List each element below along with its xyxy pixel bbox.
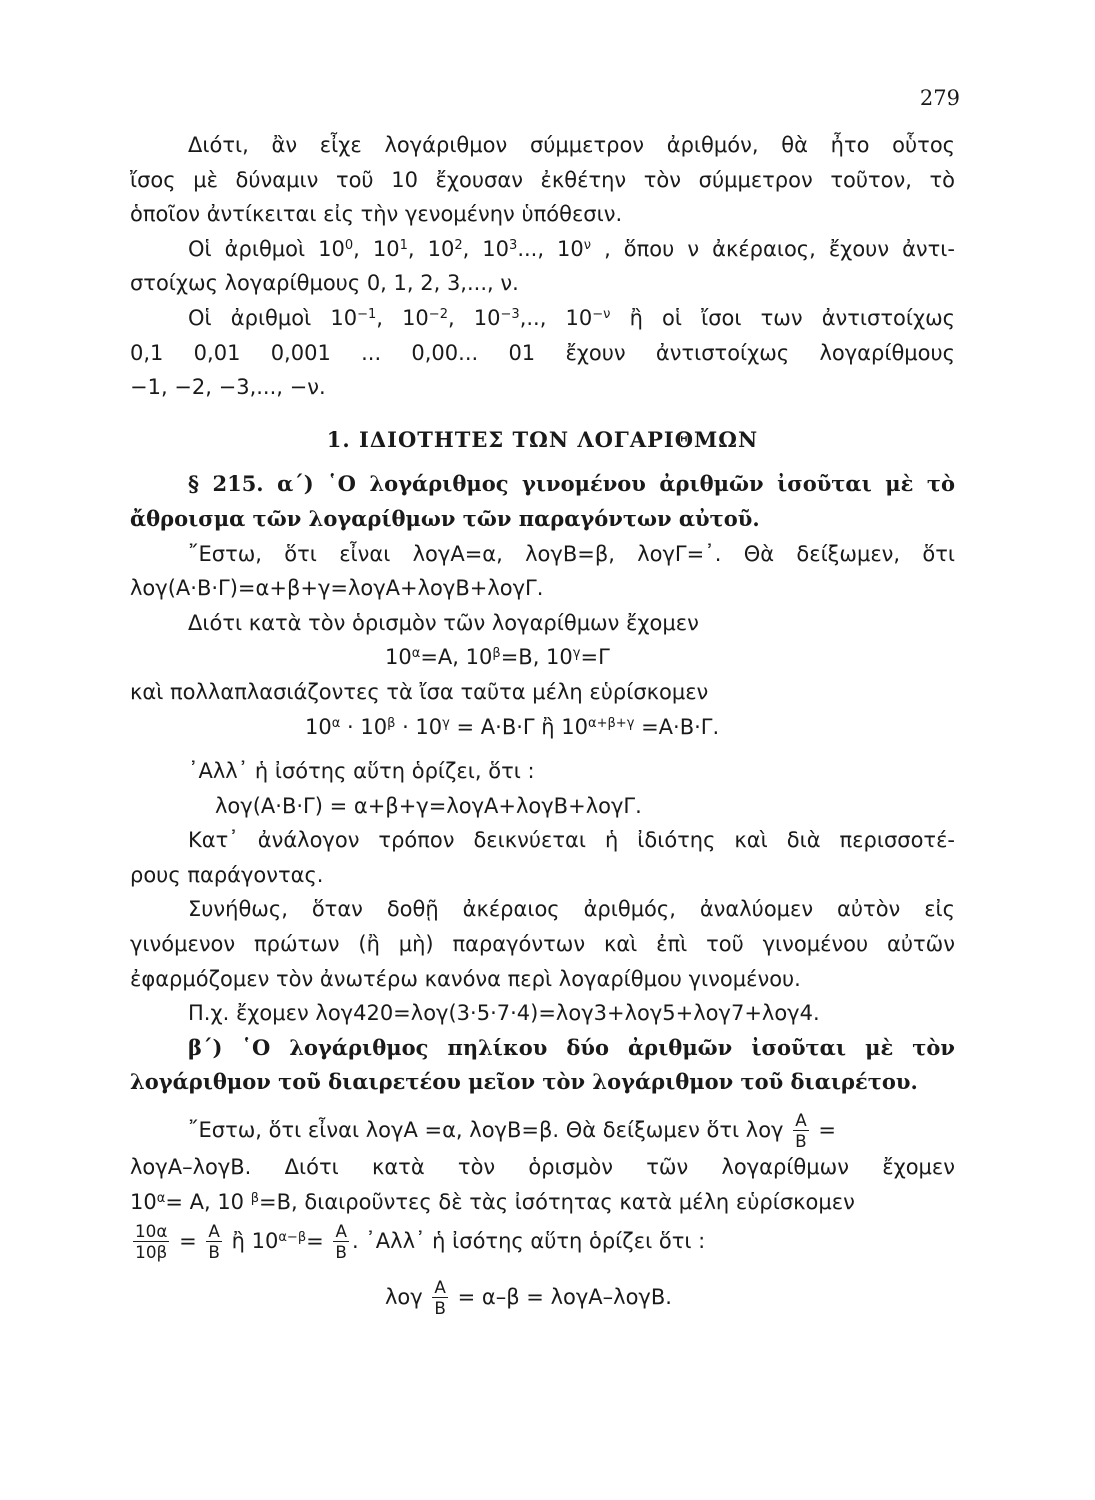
fraction: $\frac{A}{B}$ bbox=[335, 1221, 347, 1263]
equation: λογ $\frac{A}{B}$ = α–β = λογΑ–λογΒ. bbox=[385, 1277, 672, 1319]
text-line: ρους παράγοντας. bbox=[130, 862, 324, 887]
text-line: καὶ πολλαπλασιάζοντες τὰ ἴσα ταῦτα μέλη εὑρίσκομεν bbox=[130, 679, 709, 704]
fraction: $\frac{A}{B}$ bbox=[795, 1110, 807, 1152]
text-line: λογΑ–λογΒ. Διότι κατὰ τὸν ὁρισμὸν τῶν λογαρίθμων ἔχομεν bbox=[130, 1155, 955, 1180]
paragraph-heading: § 215. α΄) ῾Ο λογάριθμος γινομένου ἀριθμῶν ἰσοῦται μὲ τὸ bbox=[188, 471, 955, 497]
text-line: στοίχως λογαρίθμους 0, 1, 2, 3,..., ν. bbox=[130, 271, 519, 296]
equation: $10^\alpha=A$, $10^\beta=B$, $10^\gamma=\Gamma$ bbox=[385, 645, 610, 670]
page-body bbox=[130, 128, 955, 1321]
paragraph-heading: β΄) ῾Ο λογάριθμος πηλίκου δύο ἀριθμῶν ἰσοῦται μὲ τὸν bbox=[188, 1034, 955, 1060]
text-line: ᾿Αλλ᾽ ἡ ἰσότης αὕτη ὁρίζει, ὅτι : bbox=[188, 759, 535, 784]
text-line: 0,1 0,01 0,001 ... 0,00... 01 ἔχουν ἀντιστοίχως λογαρίθμους bbox=[130, 340, 955, 365]
fraction: $\frac{A}{B}$ bbox=[434, 1277, 446, 1319]
text-line: −1, −2, −3,..., −ν. bbox=[130, 375, 326, 400]
fraction: $\frac{10\alpha}{10\beta}$ bbox=[135, 1221, 168, 1263]
text-line: Κατ᾽ ἀνάλογον τρόπον δεικνύεται ἡ ἰδιότης καὶ διὰ περισσοτέ- bbox=[188, 828, 955, 853]
text-line: ῎Εστω, ὅτι εἶναι λογΑ=α, λογΒ=β, λογΓ=᾽. Θὰ δείξωμεν, ὅτι bbox=[188, 541, 955, 566]
text-line: $\frac{10\alpha}{10\beta}$ = $\frac{A}{B}$ ἢ $10^{\alpha-\beta}=$ $\frac{A}{B}$ . ᾿Αλλ᾽ ἡ ἰσότης αὕτη ὁρίζει ὅτι : bbox=[135, 1221, 706, 1263]
text-line: Συνήθως, ὅταν δοθῇ ἀκέραιος ἀριθμός, ἀναλύομεν αὐτὸν εἰς bbox=[188, 897, 955, 922]
equation: λογ(Α·Β·Γ) = α+β+γ=λογΑ+λογΒ+λογΓ. bbox=[215, 793, 642, 818]
text-line: Διότι, ἂν εἶχε λογάριθμον σύμμετρον ἀριθμόν, θὰ ἦτο οὗτος bbox=[188, 133, 955, 157]
text-line: γινόμενον πρώτων (ἢ μὴ) παραγόντων καὶ ἐπὶ τοῦ γινομένου αὐτῶν bbox=[130, 932, 955, 957]
fraction: $\frac{A}{B}$ bbox=[208, 1221, 220, 1263]
text-line: Διότι κατὰ τὸν ὁρισμὸν τῶν λογαρίθμων ἔχομεν bbox=[188, 610, 699, 635]
paragraph-heading: ἄθροισμα τῶν λογαρίθμων τῶν παραγόντων αὐτοῦ. bbox=[130, 505, 760, 531]
text-line: $10^\alpha= A$, 10 $^\beta$=Β, διαιροῦντες δὲ τὰς ἰσότητας κατὰ μέλη εὑρίσκομεν bbox=[130, 1189, 855, 1214]
text-line: ὁποῖον ἀντίκειται εἰς τὴν γενομένην ὑπόθεσιν. bbox=[130, 202, 623, 227]
text-line: Οἱ ἀριθμοὶ $10^{-1}$, $10^{-2}$, $10^{-3}$,.., $10^{-\nu}$ ἢ οἱ ἴσοι των ἀντιστοίχως bbox=[188, 305, 955, 330]
section-heading: 1. ΙΔΙΟΤΗΤΕΣ ΤΩΝ ΛΟΓΑΡΙΘΜΩΝ bbox=[326, 426, 759, 452]
text-line: ἐφαρμόζομεν τὸν ἀνωτέρω κανόνα περὶ λογαρίθμου γινομένου. bbox=[130, 966, 801, 991]
text-line: ἴσος μὲ δύναμιν τοῦ 10 ἔχουσαν ἐκθέτην τὸν σύμμετρον τοῦτον, τὸ bbox=[130, 167, 955, 192]
text-line: Οἱ ἀριθμοὶ $10^0$, $10^1$, $10^2$, $10^3$..., $10^\nu$ , ὅπου ν ἀκέραιος, ἔχουν ἀντι- bbox=[188, 236, 955, 261]
text-line: λογ(Α·Β·Γ)=α+β+γ=λογΑ+λογΒ+λογΓ. bbox=[130, 576, 544, 601]
page-number: 279 bbox=[919, 86, 960, 110]
equation: $10^\alpha \cdot 10^\beta \cdot 10^\gamma = A\cdot B\cdot\Gamma$ ἢ $10^{\alpha+\beta+\gamma} =A\cdot B\cdot\Gamma$. bbox=[305, 714, 720, 739]
text-line: Π.χ. ἔχομεν λογ420=λογ(3·5·7·4)=λογ3+λογ5+λογ7+λογ4. bbox=[188, 1001, 820, 1026]
paragraph-heading: λογάριθμον τοῦ διαιρετέου μεῖον τὸν λογάριθμον τοῦ διαιρέτου. bbox=[130, 1069, 918, 1095]
text-line: ῎Εστω, ὅτι εἶναι λογΑ =α, λογΒ=β. Θὰ δείξωμεν ὅτι λογ $\frac{A}{B}$ = bbox=[188, 1110, 836, 1152]
